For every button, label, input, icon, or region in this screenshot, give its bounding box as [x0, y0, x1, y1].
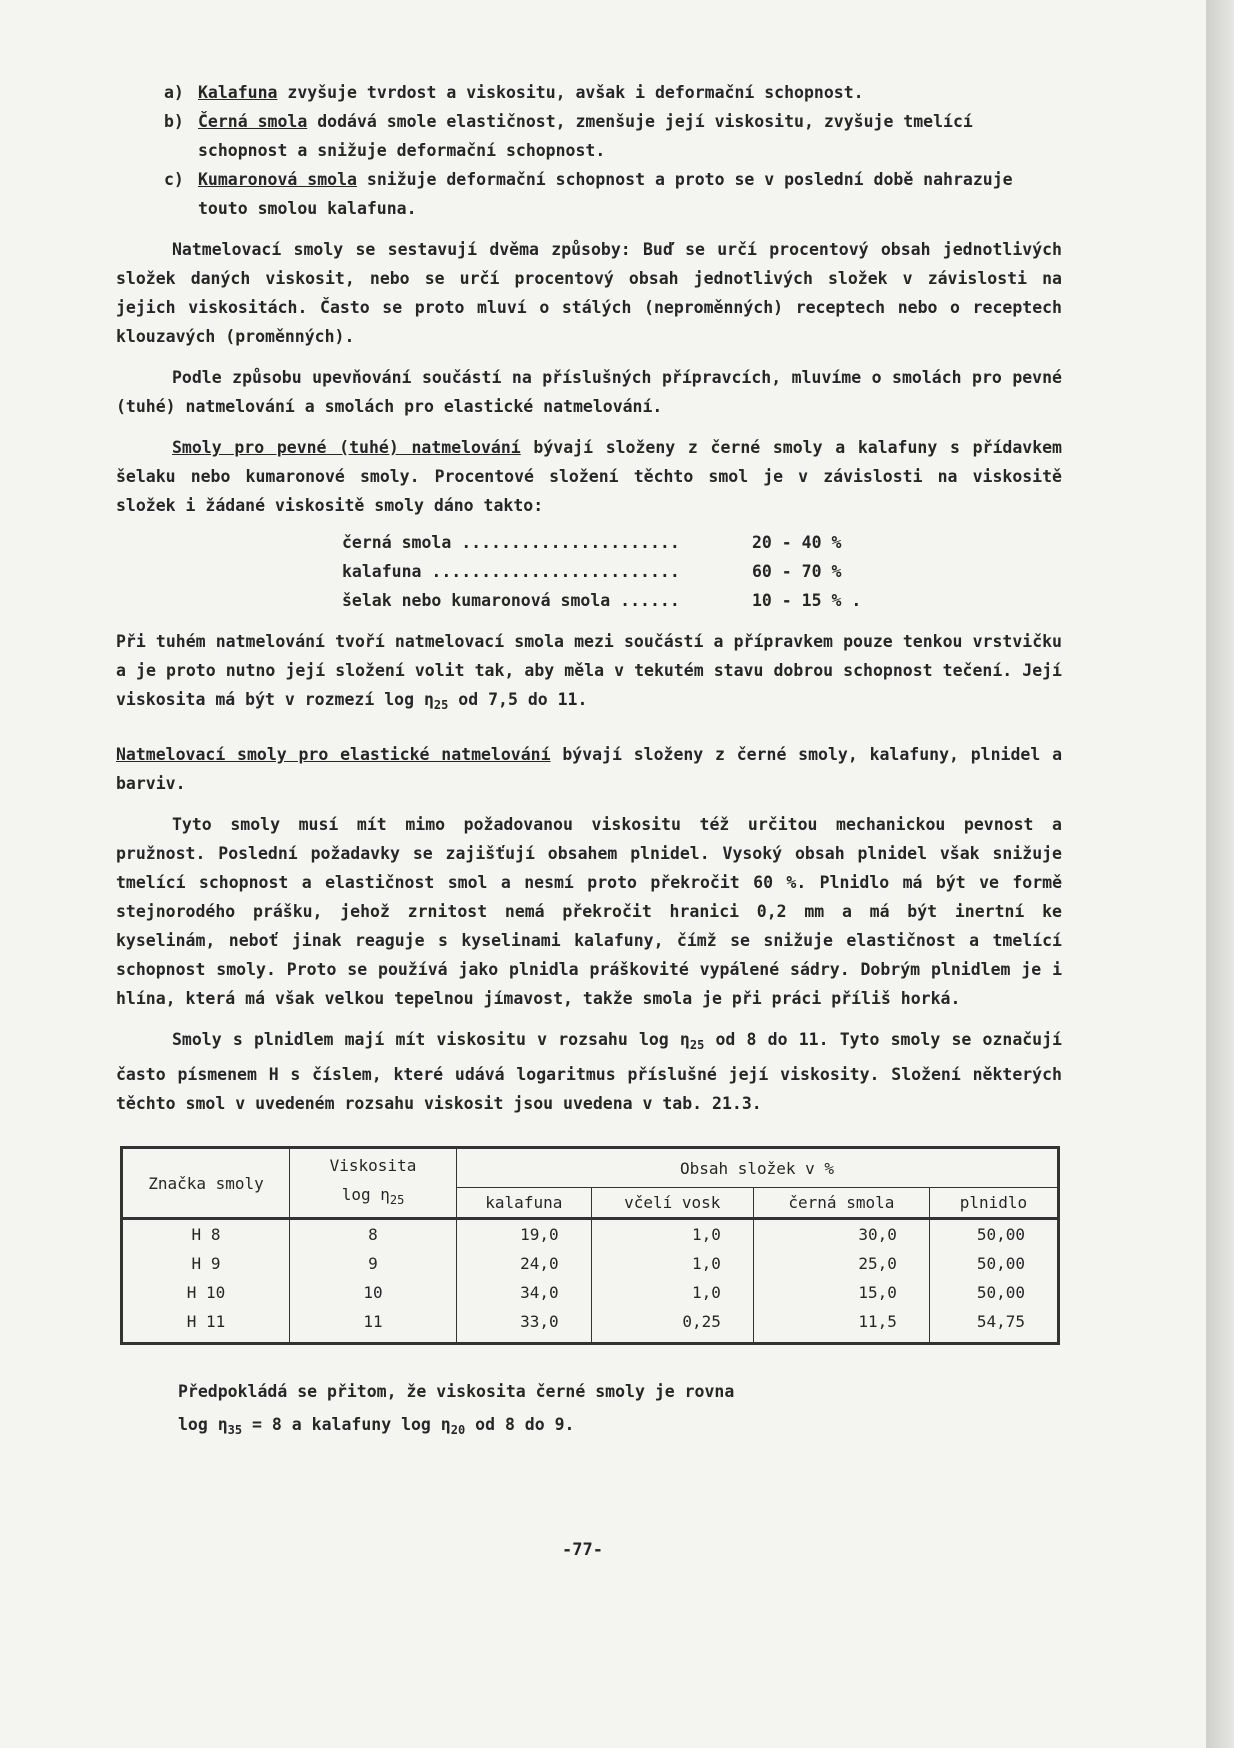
list-text: zvyšuje tvrdost a viskositu, avšak i deformační schopnost.: [277, 83, 864, 102]
table-row: H 11 11 33,0 0,25 11,5 54,75: [122, 1307, 1059, 1344]
header-mark: Značka smoly: [122, 1148, 290, 1219]
composition-table-wrap: [120, 1146, 1062, 1345]
list-item: [164, 165, 1062, 223]
section-term: Smoly pro pevné (tuhé) natmelování: [172, 438, 521, 457]
page-number: -77-: [562, 1540, 603, 1560]
list-marker: c): [164, 170, 184, 189]
composition-row: kalafuna ......................... 60 - 70 %: [342, 562, 842, 581]
header-filler: plnidlo: [929, 1188, 1058, 1219]
paragraph-rigid: Smoly pro pevné (tuhé) natmelování bývají složeny z černé smoly a kalafuny s přídavkem šelaku nebo kumaronové smoly. Procentové složení těchto smol je v závislosti na viskositě složek i žádané viskositě smoly dáno takto:: [116, 438, 1062, 515]
property-list: [164, 78, 1062, 223]
header-group: Obsah složek v %: [457, 1148, 1059, 1188]
table-row: H 10 10 34,0 1,0 15,0 50,00: [122, 1278, 1059, 1307]
page-content: [116, 78, 1062, 1447]
header-black-pitch: černá smola: [753, 1188, 929, 1219]
page-edge: [1206, 0, 1234, 1748]
list-term: Kalafuna: [198, 83, 278, 102]
list-item: [164, 107, 1062, 165]
header-beeswax: včelí vosk: [591, 1188, 753, 1219]
closing-note: Předpokládá se přitom, že viskosita černé smoly je rovna $\log \eta_{35} = 8$ a kalafuny $\log \eta_{20}$ od 8 do 9.: [178, 1382, 735, 1437]
list-item: [164, 78, 1062, 107]
list-term: Kumaronová smola: [198, 170, 357, 189]
paragraph-recipes: Natmelovací smoly se sestavují dvěma způsoby: Buď se určí procentový obsah jednotlivých složek daných viskosit, nebo se určí procentový obsah jednotlivých složek v závislosti na jejich viskositách. Často se proto mluví o stálých (neproměnných) receptech nebo o receptech klouzavých (proměnných).: [116, 240, 1062, 346]
list-marker: a): [164, 83, 184, 102]
list-term: Černá smola: [198, 112, 308, 131]
paragraph-elastic: Natmelovací smoly pro elastické natmelování bývají složeny z černé smoly, kalafuny, plnidel a barviv.: [116, 745, 1062, 793]
composition-table: [120, 1146, 1060, 1345]
paragraph-h-grades: Smoly s plnidlem mají mít viskositu v rozsahu $\log \eta_{25}$ od 8 do 11. Tyto smoly se označují často písmenem H s číslem, které udává logaritmus příslušné její viskosity. Složení některých těchto smol v uvedeném rozsahu viskosit jsou uvedena v tab. 21.3.: [116, 1030, 1062, 1113]
composition-list: [342, 528, 902, 615]
composition-row: šelak nebo kumaronová smola ...... 10 - 15 % .: [342, 591, 862, 610]
list-text: dodává smole elastičnost, zmenšuje její viskositu, zvyšuje tmelící schopnost a snižuje deformační schopnost.: [198, 112, 973, 160]
table-row: H 9 9 24,0 1,0 25,0 50,00: [122, 1249, 1059, 1278]
list-marker: b): [164, 112, 184, 131]
table-row: H 8 8 19,0 1,0 30,0 50,00: [122, 1219, 1059, 1250]
paragraph-fillers: Tyto smoly musí mít mimo požadovanou viskositu též určitou mechanickou pevnost a pružnost. Poslední požadavky se zajišťují obsahem plnidel. Vysoký obsah plnidel však snižuje tmelící schopnost a elastičnost smol a nesmí proto překročit 60 %. Plnidlo má být ve formě stejnorodého prášku, jehož zrnitost nemá překročit hranici 0,2 mm a má být inertní ke kyselinám, neboť jinak reaguje s kyselinami kalafuny, čímž se snižuje elastičnost a tmelící schopnost smoly. Proto se používá jako plnidla práškovité vypálené sádry. Dobrým plnidlem je i hlína, která má však velkou tepelnou jímavost, takže smola je při práci příliš horká.: [116, 815, 1062, 1008]
paragraph-mounting: Podle způsobu upevňování součástí na příslušných přípravcích, mluvíme o smolách pro pevné (tuhé) natmelování a smolách pro elastické natmelování.: [116, 368, 1062, 416]
header-kalafuna: kalafuna: [457, 1188, 592, 1219]
header-viscosity: Viskosita $\log \eta_{25}$: [290, 1148, 457, 1219]
paragraph-rigid-viscosity: Při tuhém natmelování tvoří natmelovací smola mezi součástí a přípravkem pouze tenkou vrstvičku a je proto nutno její složení volit tak, aby měla v tekutém stavu dobrou schopnost tečení. Její viskosita má být v rozmezí $\log \eta_{25}$ od 7,5 do 11.: [116, 632, 1062, 712]
section-term: Natmelovací smoly pro elastické natmelování: [116, 745, 551, 764]
composition-row: černá smola ...................... 20 - 40 %: [342, 533, 842, 552]
list-text: snižuje deformační schopnost a proto se v poslední době nahrazuje touto smolou kalafuna.: [198, 170, 1013, 218]
